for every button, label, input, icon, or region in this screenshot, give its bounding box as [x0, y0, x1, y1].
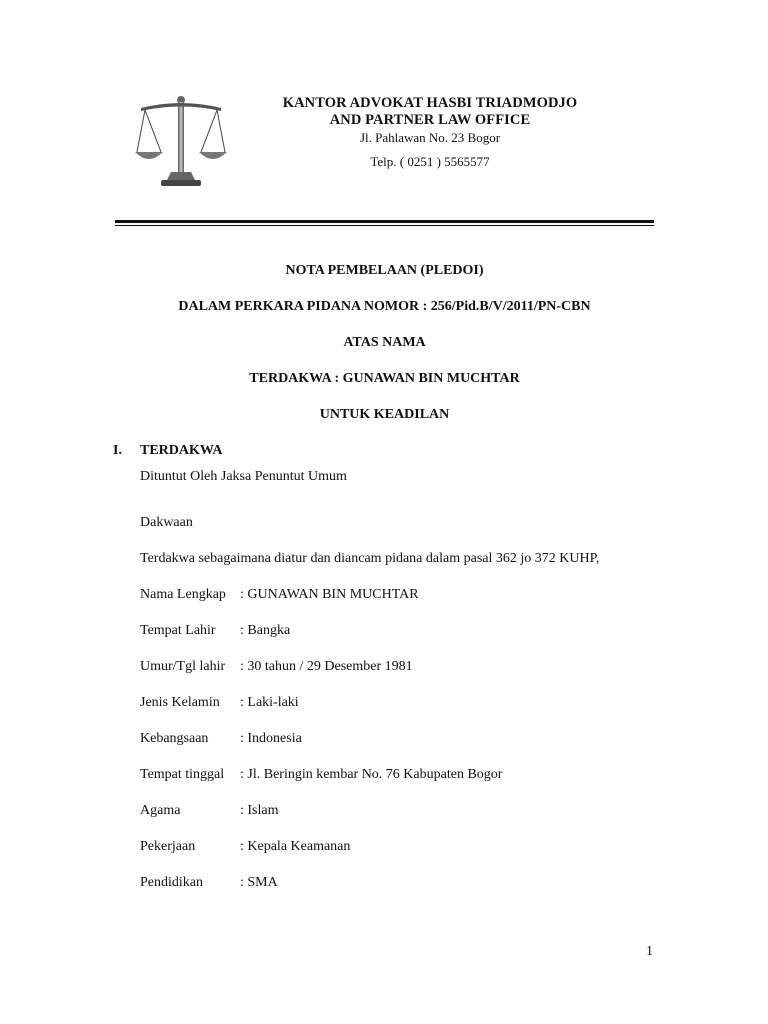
identity-value: : GUNAWAN BIN MUCHTAR [240, 587, 419, 602]
identity-value: : Laki-laki [240, 695, 299, 710]
justice-heading: UNTUK KEADILAN [319, 407, 450, 422]
section-number: I. [113, 443, 122, 458]
identity-label: Tempat tinggal [140, 767, 225, 782]
identity-label: Tempat Lahir [140, 623, 216, 638]
office-name: KANTOR ADVOKAT HASBI TRIADMODJO [282, 95, 578, 111]
identity-value: : Indonesia [240, 731, 302, 746]
paragraph: Dituntut Oleh Jaksa Penuntut Umum [140, 469, 347, 484]
defendant-heading: TERDAKWA : GUNAWAN BIN MUCHTAR [249, 371, 520, 386]
identity-value: : Islam [240, 803, 279, 818]
identity-label: Agama [140, 803, 181, 818]
identity-value: : 30 tahun / 29 Desember 1981 [240, 659, 413, 674]
identity-label: Pekerjaan [140, 839, 196, 854]
section-title: TERDAKWA [140, 443, 223, 458]
identity-label: Nama Lengkap [140, 587, 226, 602]
scales-of-justice-icon [135, 92, 227, 190]
case-number: DALAM PERKARA PIDANA NOMOR : 256/Pid.B/V/2011/PN-CBN [178, 299, 591, 314]
identity-label: Jenis Kelamin [140, 695, 220, 710]
paragraph: Terdakwa sebagaimana diatur dan diancam pidana dalam pasal 362 jo 372 KUHP, [140, 551, 600, 566]
identity-label: Umur/Tgl lahir [140, 659, 226, 674]
identity-value: : SMA [240, 875, 278, 890]
office-address: Jl. Pahlawan No. 23 Bogor [359, 130, 501, 145]
identity-value: : Bangka [240, 623, 291, 638]
identity-value: : Jl. Beringin kembar No. 76 Kabupaten Bogor [240, 767, 503, 782]
header-rule [115, 220, 654, 223]
page-number: 1 [646, 944, 653, 959]
identity-value: : Kepala Keamanan [240, 839, 351, 854]
header-rule-thin [115, 225, 654, 226]
identity-label: Pendidikan [140, 875, 203, 890]
doc-title: NOTA PEMBELAAN (PLEDOI) [285, 263, 484, 278]
on-behalf-heading: ATAS NAMA [343, 335, 426, 350]
paragraph: Dakwaan [140, 515, 193, 530]
office-phone: Telp. ( 0251 ) 5565577 [370, 154, 490, 169]
office-subname: AND PARTNER LAW OFFICE [329, 112, 531, 128]
identity-label: Kebangsaan [140, 731, 209, 746]
